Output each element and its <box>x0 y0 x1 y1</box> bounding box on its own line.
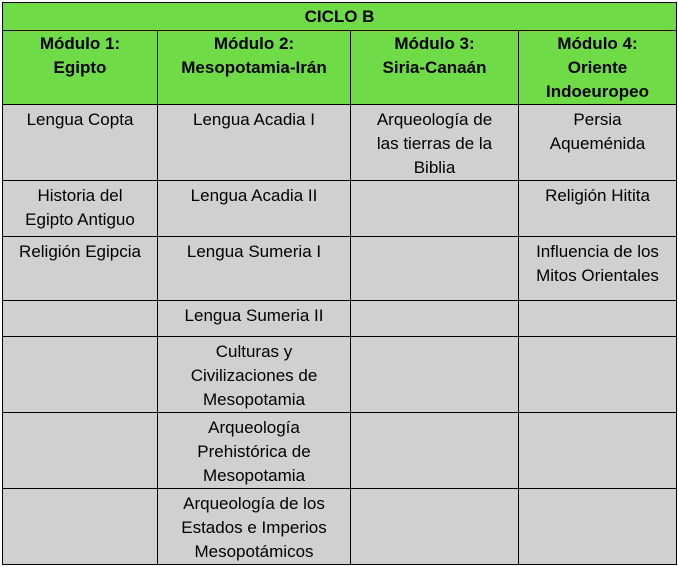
table-cell <box>158 301 351 337</box>
course-name: Arqueología de los Estados e Imperios Mesopotámicos <box>181 494 327 561</box>
module-header-label: Módulo 1: Egipto <box>39 34 121 77</box>
table-cell <box>158 413 351 489</box>
table-cell <box>3 337 158 413</box>
table-cell <box>351 413 519 489</box>
table-cell <box>158 181 351 237</box>
cycle-title-row <box>3 3 677 31</box>
course-name: Lengua Sumeria II <box>184 306 324 325</box>
table-cell <box>351 489 519 565</box>
course-name: Influencia de los Mitos Orientales <box>536 242 659 285</box>
course-name: Lengua Copta <box>26 110 134 129</box>
table-cell <box>351 181 519 237</box>
table-row <box>3 337 677 413</box>
course-name: Lengua Acadia I <box>193 110 315 129</box>
table-cell <box>351 105 519 181</box>
course-name: Religión Hitita <box>545 186 650 205</box>
table-cell <box>351 301 519 337</box>
table-cell <box>351 337 519 413</box>
table-cell <box>519 181 677 237</box>
table-cell <box>158 237 351 301</box>
module-header-label: Módulo 2: Mesopotamia-Irán <box>181 34 327 77</box>
course-name: Arqueología Prehistórica de Mesopotamia <box>197 418 311 485</box>
cycle-title: CICLO B <box>304 6 375 26</box>
module-header-1 <box>3 31 158 105</box>
table-cell <box>519 413 677 489</box>
module-header-label: Módulo 4: Oriente Indoeuropeo <box>546 34 649 101</box>
table-cell <box>158 105 351 181</box>
cycle-title-cell <box>3 3 677 31</box>
module-header-4 <box>519 31 677 105</box>
table-cell <box>3 489 158 565</box>
table-row <box>3 105 677 181</box>
table-cell <box>519 337 677 413</box>
table-cell <box>3 237 158 301</box>
course-name: Arqueología de las tierras de la Biblia <box>376 110 493 177</box>
table-row <box>3 237 677 301</box>
course-name: Religión Egipcia <box>19 242 141 261</box>
course-name: Lengua Acadia II <box>190 186 318 205</box>
table-cell <box>3 105 158 181</box>
course-name: Historia del Egipto Antiguo <box>25 186 135 229</box>
course-name: Culturas y Civilizaciones de Mesopotamia <box>190 342 318 409</box>
table-row <box>3 181 677 237</box>
table-cell <box>158 489 351 565</box>
table-row <box>3 489 677 565</box>
module-header-label: Módulo 3: Siria-Canaán <box>382 34 487 77</box>
table-row <box>3 413 677 489</box>
curriculum-table <box>2 2 677 565</box>
table-row <box>3 301 677 337</box>
table-cell <box>3 413 158 489</box>
course-name: Persia Aqueménida <box>549 110 646 153</box>
course-name: Lengua Sumeria I <box>186 242 322 261</box>
table-cell <box>3 301 158 337</box>
table-cell <box>519 301 677 337</box>
table-cell <box>519 489 677 565</box>
module-header-3 <box>351 31 519 105</box>
table-cell <box>519 105 677 181</box>
table-cell <box>3 181 158 237</box>
table-cell <box>519 237 677 301</box>
module-header-row <box>3 31 677 105</box>
table-cell <box>351 237 519 301</box>
table-cell <box>158 337 351 413</box>
module-header-2 <box>158 31 351 105</box>
